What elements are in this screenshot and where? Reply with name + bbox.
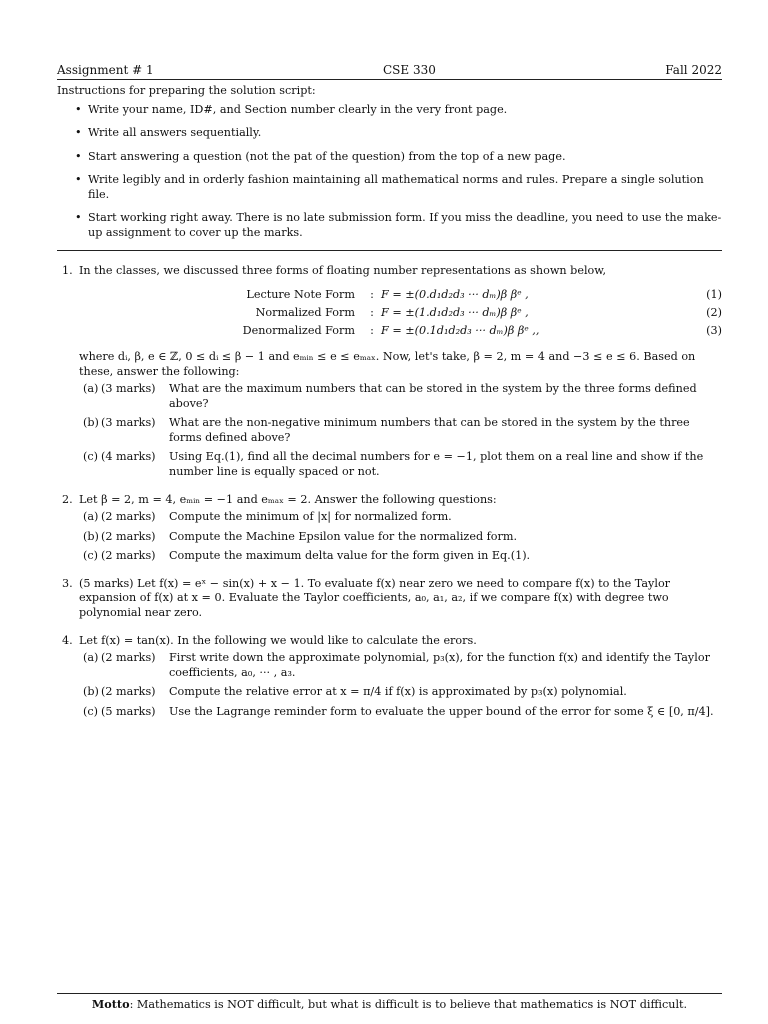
subpart-item	[79, 510, 722, 525]
bullet-icon: •	[75, 173, 82, 187]
subpart-label: (a)	[83, 382, 99, 396]
subpart-text: What are the non-negative minimum numbers that can be stored in the system by the three forms defined above?	[169, 416, 690, 444]
question-number: 1.	[62, 263, 73, 277]
question-number: 4.	[62, 633, 73, 647]
motto-text: : Mathematics is NOT difficult, but what is difficult is to believe that mathematics is NOT difficult.	[129, 998, 688, 1011]
equation-name: Denormalized Form	[242, 324, 355, 338]
equation-row	[79, 288, 722, 306]
subpart-list	[79, 510, 722, 564]
question-body: where dᵢ, β, e ∈ ℤ, 0 ≤ dᵢ ≤ β − 1 and eₘᵢₙ ≤ e ≤ eₘₐₓ. Now, let's take, β = 2, m = 4 and −3 ≤ e ≤ 6. Based on these, answer the following:	[79, 350, 696, 378]
course-code: CSE 330	[383, 63, 436, 77]
bullet-icon: •	[75, 102, 82, 116]
subpart-text: What are the maximum numbers that can be stored in the system by the three forms defined above?	[169, 382, 697, 410]
equation-row	[79, 324, 722, 342]
bullet-icon: •	[75, 211, 82, 225]
subpart-item	[79, 450, 722, 479]
question-intro: Let β = 2, m = 4, eₘᵢₙ = −1 and eₘₐₓ = 2. Answer the following questions:	[79, 492, 497, 506]
marks-label: (3 marks)	[101, 382, 156, 396]
marks-label: (5 marks)	[101, 704, 156, 718]
semester: Fall 2022	[665, 63, 722, 77]
question-1	[57, 264, 722, 480]
section-divider	[57, 250, 722, 251]
subpart-label: (a)	[83, 510, 99, 524]
question-4	[57, 634, 722, 720]
bullet-icon: •	[75, 126, 82, 140]
subpart-text: Compute the relative error at x = π/4 if f(x) is approximated by p₃(x) polynomial.	[169, 685, 627, 699]
subpart-item	[79, 685, 722, 700]
instructions-list	[57, 103, 722, 241]
marks-label: (4 marks)	[101, 450, 156, 464]
question-number: 2.	[62, 492, 73, 506]
subpart-text: Use the Lagrange reminder form to evaluate the upper bound of the error for some ξ ∈ [0, π/4].	[169, 704, 714, 718]
equation-name: Lecture Note Form	[246, 288, 355, 302]
instruction-item: • Write all answers sequentially.	[75, 126, 262, 140]
subpart-label: (b)	[83, 685, 99, 699]
document-page	[57, 63, 722, 724]
marks-label: (2 marks)	[101, 529, 156, 543]
equation-number: (2)	[706, 306, 722, 320]
subpart-item	[79, 382, 722, 411]
equation-number: (3)	[706, 324, 722, 338]
equation-colon: :	[370, 288, 374, 302]
equation-colon: :	[370, 306, 374, 320]
equation-expression: F = ±(1.d₁d₂d₃ ··· dₘ)β βᵉ ,	[381, 306, 529, 320]
subpart-text: Compute the minimum of |x| for normalized form.	[169, 510, 452, 524]
page-header	[57, 63, 722, 77]
subpart-label: (c)	[83, 450, 98, 464]
bullet-icon: •	[75, 149, 82, 163]
subpart-item	[79, 705, 722, 720]
subpart-label: (a)	[83, 651, 99, 665]
instruction-item: • Start answering a question (not the pat of the question) from the top of a new page.	[75, 149, 566, 163]
assignment-title: Assignment # 1	[57, 63, 154, 77]
subpart-list	[79, 382, 722, 479]
question-3	[57, 577, 722, 621]
subpart-text: First write down the approximate polynomial, p₃(x), for the function f(x) and identify the Taylor coefficients, a₀, ··· , a₃.	[169, 651, 710, 679]
motto-footer	[57, 993, 722, 1013]
equation-number: (1)	[706, 288, 722, 302]
subpart-text: Compute the maximum delta value for the form given in Eq.(1).	[169, 549, 531, 563]
subpart-item	[79, 651, 722, 680]
question-intro: In the classes, we discussed three forms of floating number representations as shown below,	[79, 263, 607, 277]
marks-label: (2 marks)	[101, 549, 156, 563]
subpart-label: (b)	[83, 416, 99, 430]
equation-name: Normalized Form	[255, 306, 355, 320]
equation-block	[79, 288, 722, 342]
marks-label: (3 marks)	[101, 416, 156, 430]
equation-colon: :	[370, 324, 374, 338]
subpart-item	[79, 530, 722, 545]
subpart-item	[79, 416, 722, 445]
subpart-label: (c)	[83, 549, 98, 563]
marks-label: (2 marks)	[101, 651, 156, 665]
instruction-item: • Write legibly and in orderly fashion maintaining all mathematical norms and rules. Prepare a single solution file.	[75, 173, 704, 201]
subpart-text: Compute the Machine Epsilon value for the normalized form.	[169, 529, 518, 543]
instructions-title: Instructions for preparing the solution script:	[57, 84, 316, 97]
instruction-item: • Write your name, ID#, and Section number clearly in the very front page.	[75, 102, 508, 116]
equation-expression: F = ±(0.1d₁d₂d₃ ··· dₘ)β βᵉ ,,	[381, 324, 540, 338]
marks-label: (2 marks)	[101, 510, 156, 524]
question-2	[57, 493, 722, 564]
subpart-text: Using Eq.(1), find all the decimal numbers for e = −1, plot them on a real line and show if the number line is equally spaced or not.	[169, 450, 704, 478]
equation-expression: F = ±(0.d₁d₂d₃ ··· dₘ)β βᵉ ,	[381, 288, 529, 302]
motto-label: Motto	[91, 997, 130, 1011]
marks-label: (2 marks)	[101, 685, 156, 699]
header-divider	[57, 79, 722, 80]
instruction-item: • Start working right away. There is no late submission form. If you miss the deadline, you need to use the make-up assignment to cover up the marks.	[75, 211, 722, 239]
subpart-item	[79, 549, 722, 564]
subpart-list	[79, 651, 722, 719]
subpart-label: (b)	[83, 529, 99, 543]
question-text: (5 marks) Let f(x) = eˣ − sin(x) + x − 1. To evaluate f(x) near zero we need to compare f(x) to the Taylor expansion of f(x) at x = 0. Evaluate the Taylor coefficients, a₀, a₁, a₂, if we compare f(x) with degree two polynomial near zero.	[79, 576, 671, 619]
question-number: 3.	[62, 576, 73, 590]
subpart-label: (c)	[83, 704, 98, 718]
question-intro: Let f(x) = tan(x). In the following we would like to calculate the erors.	[79, 633, 477, 647]
question-list	[57, 264, 722, 720]
equation-row	[79, 306, 722, 324]
